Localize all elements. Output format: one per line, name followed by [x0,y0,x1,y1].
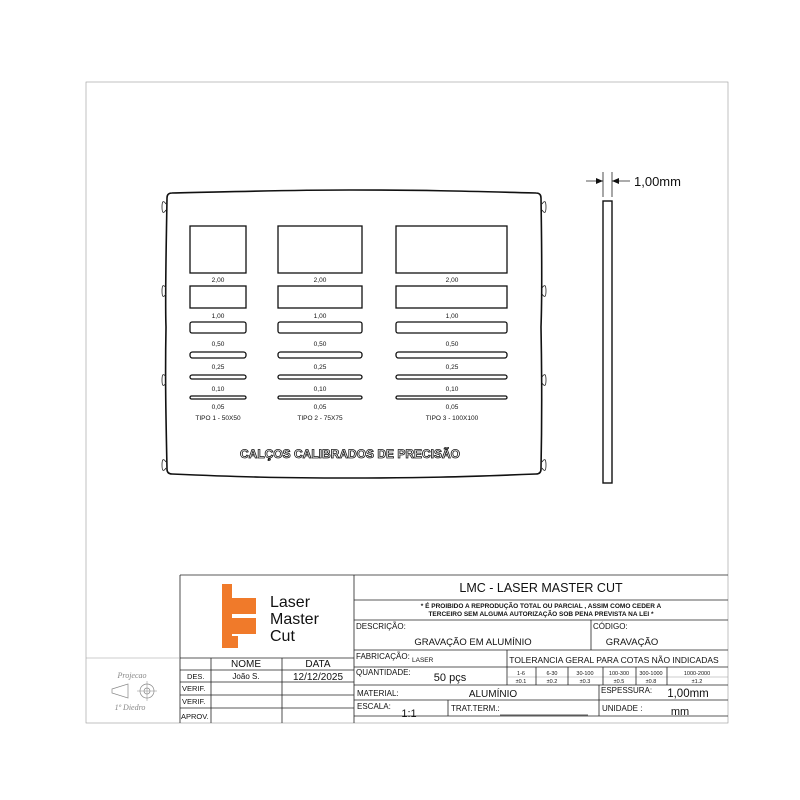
tolerance-value: ±0.2 [546,679,558,685]
slot-label: 0,10 [313,386,327,393]
material-value: ALUMÍNIO [468,689,518,700]
tolerance-range: 30-100 [576,671,594,677]
slot-0-05 [190,396,246,399]
slot-label: 0,05 [445,404,459,411]
trat-term-label: TRAT.TERM.: [451,704,500,713]
tolerance-range: 300-1000 [639,671,663,677]
tolerance-value: ±0.3 [579,679,591,685]
column-tipo-1 [190,226,246,422]
column-tipo-3 [396,226,507,422]
row-label: APROV. [181,712,209,721]
plate-notch [542,202,546,213]
slot-0-10 [190,375,246,379]
fabricacao-value: LASER [412,657,434,664]
design-date: 12/12/2025 [292,672,344,683]
projection-label: Projecao [117,671,147,680]
slot-label: 0,05 [313,404,327,411]
data-header: DATA [305,659,331,670]
type-label: TIPO 1 - 50X50 [195,415,241,422]
slot-label: 2,00 [211,277,225,284]
codigo-value: GRAVAÇÃO [605,637,659,648]
fabricacao-label: FABRICAÇÃO: [356,652,410,661]
slot-0-25 [278,352,362,358]
row-label: VERIF. [182,684,206,693]
slot-label: 0,10 [445,386,459,393]
plate-notch [162,202,166,213]
cone-icon [112,684,128,698]
slot-label: 0,05 [211,404,225,411]
tolerance-range: 6-30 [546,671,558,677]
tolerance-value: ±1.2 [691,679,703,685]
slot-label: 1,00 [211,313,225,320]
tolerance-value: ±0.1 [515,679,527,685]
codigo-label: CÓDIGO: [593,622,628,631]
slot-0-50 [278,322,362,333]
engraving-title: CALÇOS CALIBRADOS DE PRECISÃO [239,447,461,461]
nome-header: NOME [231,659,261,670]
slot-0-10 [396,375,507,379]
type-label: TIPO 3 - 100X100 [425,415,479,422]
slot-label: 0,10 [211,386,225,393]
designer-name: João S. [232,672,260,681]
logo-text-line2: Master [270,611,319,628]
descricao-label: DESCRIÇÃO: [356,622,406,631]
tolerance-value: ±0.8 [645,679,657,685]
notice-line-1: * É PROIBIDO A REPRODUÇÃO TOTAL OU PARCIAL , ASSIM COMO CEDER A [420,603,662,610]
projection-symbol [112,671,157,712]
tolerance-range: 1-6 [517,671,525,677]
slot-label: 0,25 [211,364,225,371]
plate-side-view [603,201,612,483]
row-label: DES. [187,672,205,681]
slot-2-00 [278,226,362,273]
quantidade-label: QUANTIDADE: [356,668,411,677]
slot-0-05 [278,396,362,399]
slot-label: 0,25 [445,364,459,371]
plate-notch [542,375,546,386]
escala-value: 1:1 [401,708,417,720]
slot-label: 0,50 [445,341,459,348]
slot-label: 0,50 [211,341,225,348]
thickness-dimension: 1,00mm [634,174,681,189]
notice-line-2: TERCEIRO SEM ALGUMA AUTORIZAÇÃO SOB PENA PREVISTA NA LEI * [428,611,654,618]
slot-0-50 [396,322,507,333]
slot-0-10 [278,375,362,379]
espessura-value: 1,00mm [667,688,709,700]
unidade-value: mm [670,706,690,718]
slot-1-00 [278,286,362,308]
slot-2-00 [190,226,246,273]
logo-mark-base [222,636,238,648]
descricao-value: GRAVAÇÃO EM ALUMÍNIO [414,637,532,648]
plate-notch [162,460,166,471]
unidade-label: UNIDADE : [602,704,643,713]
slot-1-00 [190,286,246,308]
tolerance-value: ±0.5 [613,679,625,685]
plate-notch [542,286,546,297]
projection-label: 1º Diedro [114,703,146,712]
logo-text-line3: Cut [270,628,295,645]
slot-label: 1,00 [445,313,459,320]
column-tipo-2 [278,226,362,422]
material-label: MATERIAL: [357,689,399,698]
sheet-border [86,82,728,723]
slot-label: 1,00 [313,313,327,320]
plate-notch [542,460,546,471]
slot-0-25 [190,352,246,358]
slot-0-25 [396,352,507,358]
type-label: TIPO 2 - 75X75 [297,415,343,422]
laser-master-cut-logo [222,584,320,648]
tolerance-range: 100-300 [608,671,630,677]
slot-1-00 [396,286,507,308]
row-label: VERIF. [182,697,206,706]
slot-0-50 [190,322,246,333]
slot-label: 2,00 [445,277,459,284]
tolerance-range: 1000-2000 [683,671,711,677]
dim-arrow [612,178,619,184]
shim-plate-outline [166,190,542,478]
espessura-label: ESPESSURA: [601,686,653,695]
company-name: LMC - LASER MASTER CUT [459,581,623,595]
quantidade-value: 50 pçs [433,672,467,684]
slot-label: 2,00 [313,277,327,284]
slot-2-00 [396,226,507,273]
slot-label: 0,50 [313,341,327,348]
escala-label: ESCALA: [357,702,391,711]
logo-text-line1: Laser [270,594,311,611]
slot-0-05 [396,396,507,399]
tolerance-title: TOLERANCIA GERAL PARA COTAS NÃO INDICADAS [509,655,719,665]
dim-arrow [596,178,603,184]
slot-label: 0,25 [313,364,327,371]
